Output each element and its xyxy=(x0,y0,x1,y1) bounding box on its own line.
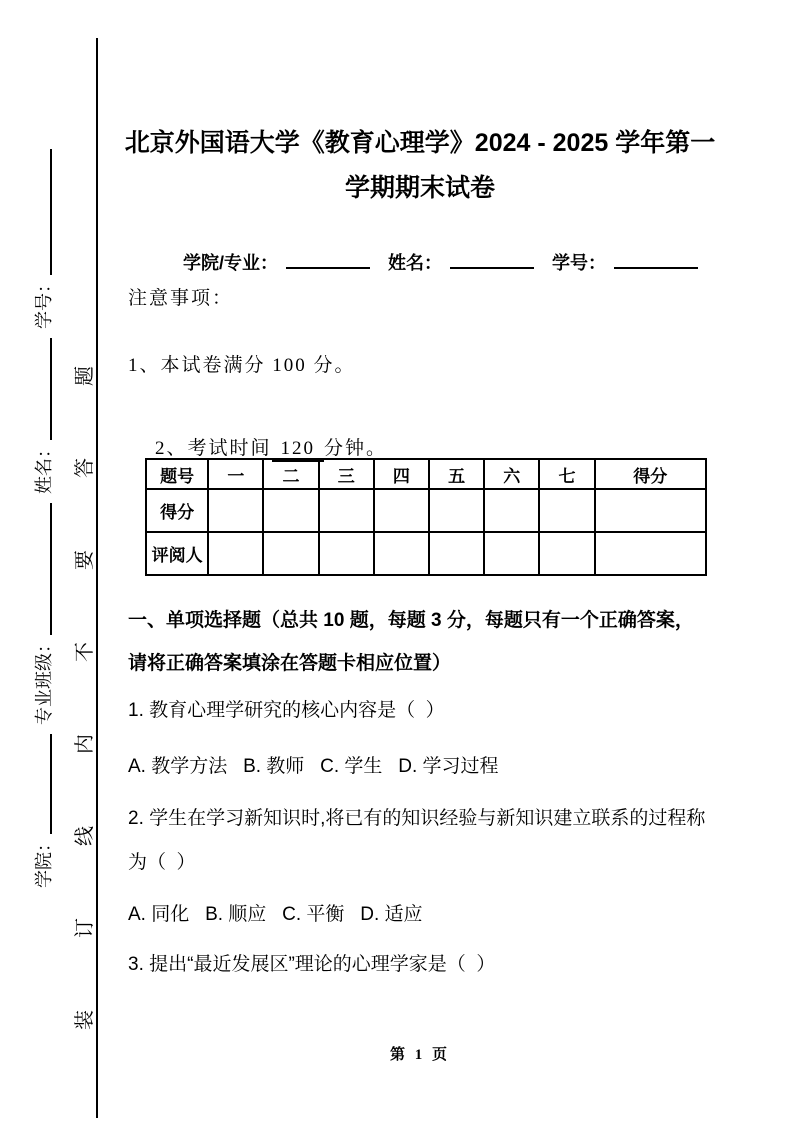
score-table xyxy=(145,458,707,576)
notice-item-2-prefix: 2、考试时间 xyxy=(155,438,272,459)
reviewer-cell-empty xyxy=(595,532,706,575)
student-info-line xyxy=(163,228,698,296)
reviewer-cell-empty xyxy=(429,532,484,575)
exam-title-line1: 北京外国语大学《教育心理学》2024 - 2025 学年第一 xyxy=(124,129,716,157)
side-class-label: 专业班级： xyxy=(34,635,54,725)
question-1-text: 1. 教育心理学研究的核心内容是（ ） xyxy=(128,700,445,721)
score-cell-empty xyxy=(263,489,318,532)
score-cell-empty xyxy=(595,489,706,532)
score-row-label: 得分 xyxy=(146,489,208,532)
info-name-label: 姓名： xyxy=(388,253,443,273)
side-studentid-blank xyxy=(34,149,52,275)
score-table-header-cell: 五 xyxy=(429,459,484,489)
reviewer-cell-empty xyxy=(263,532,318,575)
question-2-options: A. 同化 B. 顺应 C. 平衡 D. 适应 xyxy=(128,904,423,925)
score-table-header-cell: 六 xyxy=(484,459,539,489)
exam-duration-value: 120 xyxy=(272,438,325,462)
notice-heading: 注意事项： xyxy=(128,288,234,309)
score-cell-empty xyxy=(484,489,539,532)
score-cell-empty xyxy=(374,489,429,532)
score-table-header-cell: 得分 xyxy=(595,459,706,489)
score-table-header-cell: 三 xyxy=(319,459,374,489)
side-name-label: 姓名： xyxy=(34,440,54,494)
score-table-header-cell: 二 xyxy=(263,459,318,489)
binding-margin-student-fields xyxy=(30,149,58,888)
side-college-label: 学院： xyxy=(34,834,54,888)
question-2-text-line2: 为（ ） xyxy=(128,852,196,873)
binding-line-text: 装订线内不要答题 xyxy=(74,294,96,1030)
section-one-heading-line1: 一、单项选择题（总共 10 题，每题 3 分，每题只有一个正确答案， xyxy=(128,610,694,631)
info-name-blank xyxy=(450,253,534,269)
info-college-major-label: 学院/专业： xyxy=(183,253,279,273)
score-cell-empty xyxy=(429,489,484,532)
notice-item-2-suffix: 分钟。 xyxy=(324,438,388,459)
reviewer-row xyxy=(146,532,706,575)
side-studentid-label: 学号： xyxy=(34,275,54,329)
reviewer-cell-empty xyxy=(374,532,429,575)
info-college-major-blank xyxy=(286,253,370,269)
info-studentid-label: 学号： xyxy=(552,253,607,273)
info-studentid-blank xyxy=(614,253,698,269)
reviewer-cell-empty xyxy=(484,532,539,575)
score-table-header-cell: 四 xyxy=(374,459,429,489)
score-cell-empty xyxy=(319,489,374,532)
score-table-header-cell: 七 xyxy=(539,459,594,489)
notice-item-1: 1、本试卷满分 100 分。 xyxy=(128,355,356,376)
reviewer-row-label: 评阅人 xyxy=(146,532,208,575)
score-cell-empty xyxy=(539,489,594,532)
reviewer-cell-empty xyxy=(208,532,263,575)
score-row xyxy=(146,489,706,532)
question-3-text: 3. 提出“最近发展区”理论的心理学家是（ ） xyxy=(128,954,496,975)
score-table-header-row xyxy=(146,459,706,489)
reviewer-cell-empty xyxy=(539,532,594,575)
section-one-heading-line2: 请将正确答案填涂在答题卡相应位置） xyxy=(128,653,452,674)
score-table-header-cell: 一 xyxy=(208,459,263,489)
side-class-blank xyxy=(34,503,52,635)
score-table-header-cell: 题号 xyxy=(146,459,208,489)
page-number: 第 1 页 xyxy=(389,1047,450,1063)
score-cell-empty xyxy=(208,489,263,532)
side-college-blank xyxy=(34,734,52,834)
side-name-blank xyxy=(34,338,52,440)
exam-title-line2: 学期期末试卷 xyxy=(344,174,495,202)
question-1-options: A. 教学方法 B. 教师 C. 学生 D. 学习过程 xyxy=(128,756,499,777)
question-2-text-line1: 2. 学生在学习新知识时,将已有的知识经验与新知识建立联系的过程称 xyxy=(128,808,706,829)
reviewer-cell-empty xyxy=(319,532,374,575)
